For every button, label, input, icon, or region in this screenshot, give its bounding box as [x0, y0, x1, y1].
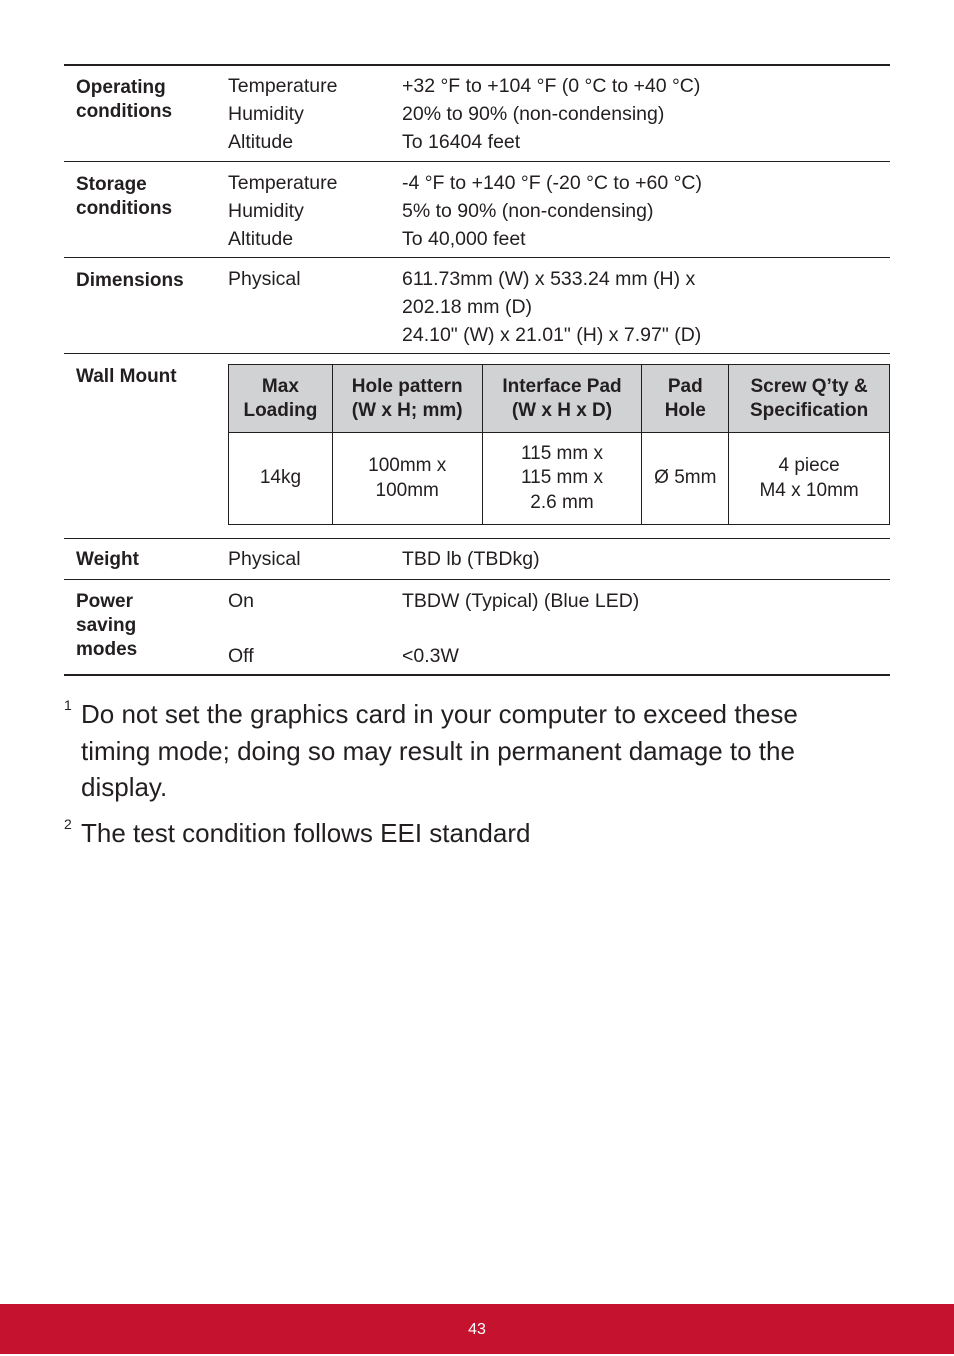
page-number: 43 [468, 1321, 486, 1338]
spec-row-operating-conditions [64, 66, 890, 162]
row-values: +32 °F to +104 °F (0 °C to +40 °C) 20% to 90% (non-condensing) To 16404 feet [402, 75, 701, 153]
row-category: Power saving modes [76, 591, 138, 660]
cell-max-loading: 14kg [229, 433, 333, 525]
footnotes [64, 696, 864, 851]
row-category: Storage conditions [76, 174, 173, 219]
spec-row-power-saving-modes [64, 580, 890, 676]
row-category: Operating conditions [76, 77, 173, 122]
wall-mount-header-row [229, 365, 890, 433]
footnote-text: Do not set the graphics card in your computer to exceed these timing mode; doing so may result in permanent damage to the display. [81, 699, 798, 802]
cell-hole-pattern: 100mm x 100mm [332, 433, 482, 525]
footnote-mark: 2 [64, 815, 72, 832]
row-labels: Temperature Humidity Altitude [228, 75, 338, 153]
row-value-on: TBDW (Typical) (Blue LED) [402, 590, 640, 612]
row-values: TBD lb (TBDkg) [402, 548, 540, 570]
wall-mount-table [228, 364, 890, 525]
row-labels: Physical [228, 268, 301, 290]
page-footer [0, 1304, 954, 1354]
cell-screw-spec: 4 piece M4 x 10mm [729, 433, 890, 525]
footnote-1 [64, 696, 864, 806]
footnote-mark: 1 [64, 697, 72, 713]
row-values: -4 °F to +140 °F (-20 °C to +60 °C) 5% to 90% (non-condensing) To 40,000 feet [402, 172, 702, 250]
cell-pad-hole: Ø 5mm [642, 433, 729, 525]
header-max-loading: Max Loading [229, 365, 333, 433]
spec-row-weight [64, 539, 890, 580]
row-label-on: On [228, 590, 255, 612]
row-labels: Temperature Humidity Altitude [228, 172, 338, 250]
row-value-off: <0.3W [402, 645, 459, 667]
row-label-off: Off [228, 645, 254, 667]
row-category: Dimensions [76, 270, 184, 291]
header-interface-pad: Interface Pad (W x H x D) [482, 365, 642, 433]
spec-row-storage-conditions [64, 162, 890, 258]
header-hole-pattern: Hole pattern (W x H; mm) [332, 365, 482, 433]
header-screw-spec: Screw Q’ty & Specification [729, 365, 890, 433]
row-values: 611.73mm (W) x 533.24 mm (H) x 202.18 mm (D) 24.10" (W) x 21.01" (H) x 7.97" (D) [402, 268, 702, 346]
wall-mount-data-row [229, 433, 890, 525]
cell-interface-pad: 115 mm x 115 mm x 2.6 mm [482, 433, 642, 525]
header-pad-hole: Pad Hole [642, 365, 729, 433]
row-category: Weight [76, 549, 139, 570]
footnote-text: The test condition follows EEI standard [81, 817, 531, 848]
footnote-2 [64, 815, 864, 852]
spec-row-dimensions [64, 258, 890, 354]
row-category: Wall Mount [76, 366, 177, 387]
row-labels: Physical [228, 548, 301, 570]
